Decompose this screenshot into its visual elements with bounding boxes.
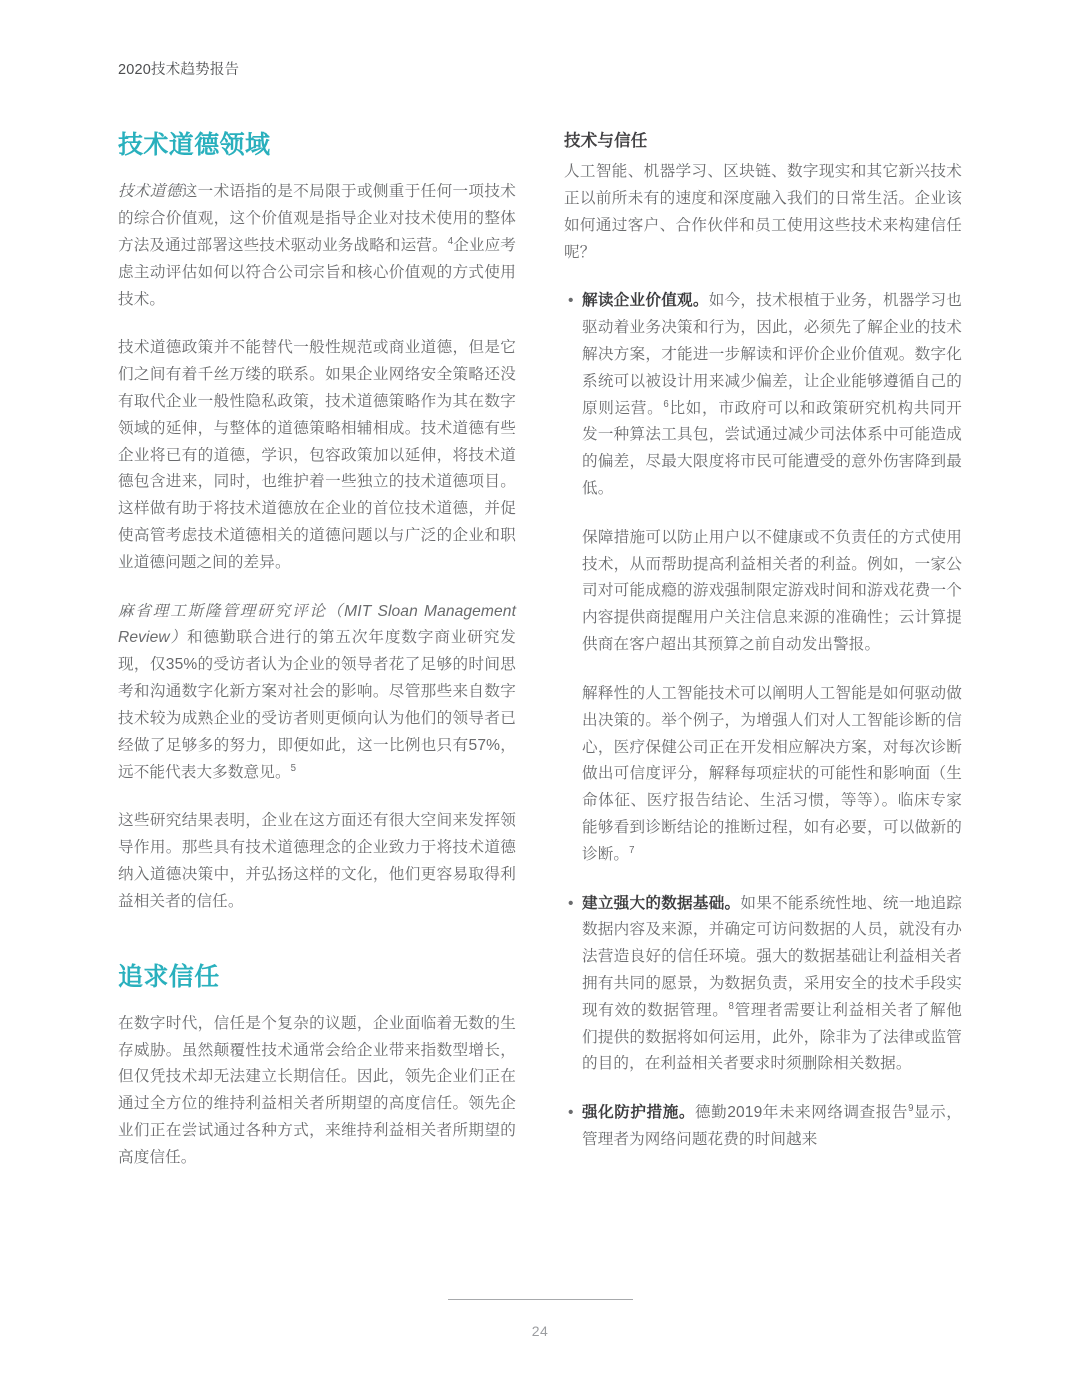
list-item-body <box>582 891 962 1079</box>
footnote-marker-8: 8 <box>728 1000 735 1012</box>
list-item-continuation-explainable-ai <box>582 681 962 869</box>
list-item-text-b: 显示，管理者为网络问题花费的时间越来 <box>582 1104 962 1149</box>
footnote-marker-7: 7 <box>629 844 635 856</box>
footnote-marker-9: 9 <box>908 1103 914 1115</box>
right-column <box>564 130 962 1176</box>
paragraph-text-a: 和德勤联合进行的第五次年度数字商业研究发现，仅35%的受访者认为企业的领导者花了足够的时间思考和沟通数字化新方案对社会的影响。尽管那些来自数字技术较为成熟企业的受访者则更倾向认为他们的领导者已经做了足够多的努力，即便如此，这一比例也只有57%，远不能代表大多数意见。 <box>118 629 516 781</box>
list-item-lead-in: 强化防护措施。 <box>582 1104 695 1122</box>
list-item-body <box>582 1100 962 1154</box>
bullet-icon: • <box>568 1104 574 1122</box>
left-column <box>118 130 516 1176</box>
page-columns <box>118 130 963 1176</box>
list-item-paragraph <box>582 1100 962 1154</box>
list-item-text-a: 如果不能系统性地、统一地追踪数据内容及来源，并确定可访问数据的人员，就没有办法营造良好的信任环境。强大的数据基础让利益相关者拥有共同的愿景，为数据负责，采用安全的技术手段实现有效的数据管理。 <box>582 894 962 1019</box>
list-item-text-a: 德勤2019年未来网络调查报告 <box>694 1104 909 1122</box>
list-item-text-b: 比如，市政府可以和政策研究机构共同开发一种算法工具包，尝试通过减少司法体系中可能造成的偏差，尽最大限度将市民可能遭受的意外伤害降到最低。 <box>582 399 962 498</box>
running-header: 2020技术趋势报告 <box>118 62 240 78</box>
continuation-text: 解释性的人工智能技术可以阐明人工智能是如何驱动做出决策的。举个例子，为增强人们对人工智能诊断的信心，医疗保健公司正在开发相应解决方案，对每次诊断做出可信度评分，解释每项症状的可能性和影响面（生命体征、医疗报告结论、生活习惯，等等）。临床专家能够看到诊断结论的推断过程，如有必要，可以做新的诊断。 <box>582 684 962 863</box>
bullet-icon: • <box>568 894 574 912</box>
list-item-lead-in: 建立强大的数据基础。 <box>582 894 741 912</box>
list-item-continuation-safeguards: 保障措施可以防止用户以不健康或不负责任的方式使用技术，从而帮助提高利益相关者的利益。例如，一家公司对可能成瘾的游戏强制限定游戏时间和游戏花费一个内容提供商提醒用户关注信息来源的准确性；云计算提供商在客户超出其预算之前自动发出警报。 <box>582 528 962 654</box>
paragraph-trust-digital-age: 在数字时代，信任是个复杂的议题，企业面临着无数的生存威胁。虽然颠覆性技术通常会给企业带来指数型增长，但仅凭技术却无法建立长期信任。因此，领先企业们正在通过全方位的维持利益相关者所期望的高度信任。领先企业们正在尝试通过各种方式，来维持利益相关者所期望的高度信任。 <box>118 1014 516 1166</box>
list-item-paragraph <box>582 288 962 503</box>
bullet-icon: • <box>568 292 574 310</box>
paragraph-text-a: 这一术语指的是不局限于或侧重于任何一项技术的综合价值观，这个价值观是指导企业对技术使用的整体方法及通过部署这些技术驱动业务战略和运营。 <box>118 183 516 254</box>
italic-title-mit-sloan: 麻省理工斯隆管理研究评论（MIT Sloan Management Review） <box>118 602 516 647</box>
page-number: 24 <box>531 1323 549 1339</box>
paragraph-mit-sloan-study <box>118 599 516 787</box>
footnote-marker-5: 5 <box>290 762 297 774</box>
italic-term-tech-ethics: 技术道德 <box>118 183 182 201</box>
section-heading-tech-ethics: 技术道德领域 <box>118 131 271 159</box>
list-item-paragraph <box>582 891 962 1079</box>
list-item-text-b: 管理者需要让利益相关者了解他们提供的数据将如何运用，此外，除非为了法律或监管的目的，在利益相关者要求时须删除相关数据。 <box>582 1001 962 1073</box>
paragraph-tech-ethics-definition <box>118 179 516 313</box>
sub-heading-technology-and-trust: 技术与信任 <box>564 132 648 150</box>
list-item-text-a: 如今，技术根植于业务，机器学习也驱动着业务决策和行为，因此，必须先了解企业的技术解决方案，才能进一步解读和评价企业价值观。数字化系统可以被设计用来减少偏差，让企业能够遵循自己的原则运营。 <box>582 292 962 417</box>
paragraph-tech-ethics-policy: 技术道德政策并不能替代一般性规范或商业道德，但是它们之间有着千丝万缕的联系。如果企业网络安全策略还没有取代企业一般性隐私政策，技术道德策略作为其在数字领域的延伸，与整体的道德策略相辅相成。技术道德有些企业将已有的道德，学识，包容政策加以延伸，将技术道德包含进来，同时，也维护着一些独立的技术道德项目。这样做有助于将技术道德放在企业的首位技术道德，并促使高管考虑技术道德相关的道德问题以与广泛的企业和职业道德问题之间的差异。 <box>118 339 516 571</box>
footnote-marker-6: 6 <box>663 398 669 410</box>
paragraph-text-b: 企业应考虑主动评估如何以符合公司宗旨和核心价值观的方式使用技术。 <box>118 236 516 308</box>
paragraph-trust-intro: 人工智能、机器学习、区块链、数字现实和其它新兴技术正以前所未有的速度和深度融入我们的日常生活。企业该如何通过客户、合作伙伴和员工使用这些技术来构建信任呢？ <box>564 163 962 261</box>
section-heading-pursuit-of-trust: 追求信任 <box>118 962 220 991</box>
paragraph-research-conclusion: 这些研究结果表明，企业在这方面还有很大空间来发挥领导作用。那些具有技术道德理念的企业致力于将技术道德纳入道德决策中，并弘扬这样的文化，他们更容易取得利益相关者的信任。 <box>118 812 516 910</box>
footer-divider <box>448 1299 633 1300</box>
footnote-marker-4: 4 <box>447 235 454 247</box>
list-item <box>564 288 962 868</box>
list-item-body <box>582 288 962 868</box>
list-item <box>564 891 962 1079</box>
list-item-lead-in: 解读企业价值观。 <box>582 292 709 310</box>
list-item <box>564 1100 962 1154</box>
